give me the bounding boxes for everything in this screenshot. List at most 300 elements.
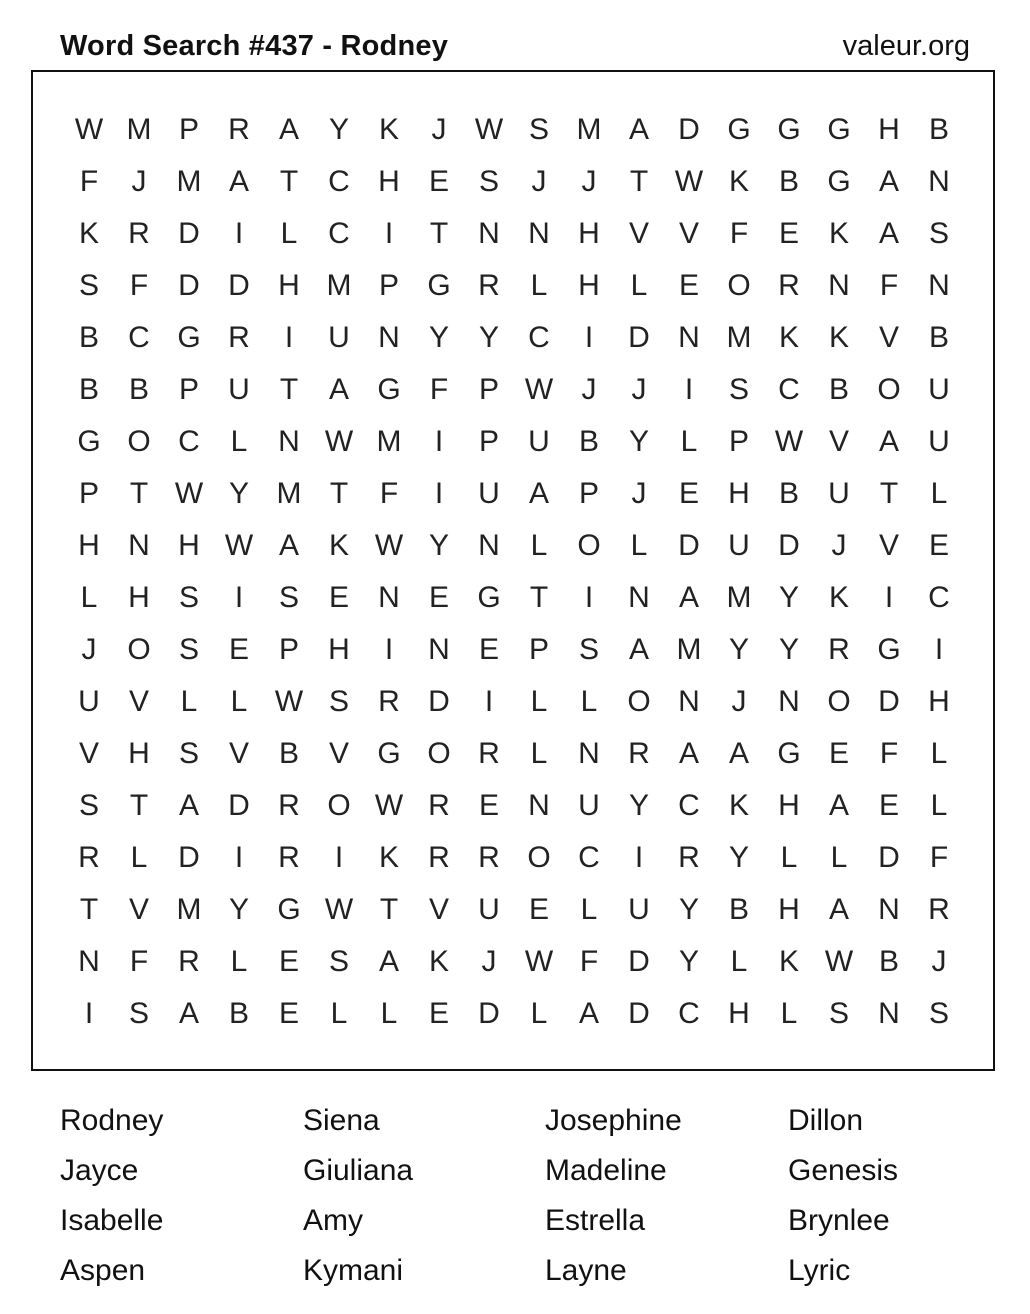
grid-letter: I (634, 841, 644, 874)
grid-letter: Y (328, 113, 349, 146)
grid-letter: G (377, 737, 401, 770)
grid-letter: A (228, 165, 249, 198)
grid-letter: C (128, 321, 150, 354)
grid-letter: N (278, 425, 300, 458)
grid-letter: U (928, 373, 950, 406)
grid-letter: S (478, 165, 499, 198)
grid-letter: J (81, 633, 97, 666)
grid-letter: H (878, 113, 900, 146)
grid-letter: R (928, 893, 950, 926)
grid-letter: H (178, 529, 200, 562)
grid-letter: D (778, 529, 800, 562)
grid-letter: D (428, 685, 450, 718)
grid-letter: N (528, 217, 550, 250)
word-list-item: Dillon (788, 1104, 864, 1137)
grid-letter: H (778, 893, 800, 926)
grid-letter: K (428, 945, 449, 978)
word-list-item: Genesis (788, 1154, 899, 1187)
grid-letter: J (581, 165, 597, 198)
grid-letter: L (530, 997, 548, 1030)
grid-letter: R (78, 841, 100, 874)
word-list-item: Jayce (60, 1154, 139, 1187)
grid-letter: R (178, 945, 200, 978)
grid-letter: A (628, 633, 649, 666)
site-name: valeur.org (842, 30, 970, 62)
grid-letter: R (628, 737, 650, 770)
grid-letter: V (828, 425, 849, 458)
grid-letter: L (530, 685, 548, 718)
grid-letter: I (684, 373, 694, 406)
grid-letter: J (581, 373, 597, 406)
grid-letter: N (928, 269, 950, 302)
grid-letter: C (328, 217, 350, 250)
word-list-item: Giuliana (303, 1154, 414, 1187)
grid-letter: L (230, 945, 248, 978)
grid-letter: A (528, 477, 549, 510)
grid-letter: B (778, 165, 799, 198)
grid-letter: C (678, 997, 700, 1030)
grid-letter: G (877, 633, 901, 666)
grid-letter: U (478, 893, 500, 926)
grid-letter: Y (778, 581, 799, 614)
grid-letter: M (376, 425, 402, 458)
grid-letter: O (727, 269, 751, 302)
grid-letter: A (878, 165, 899, 198)
grid-letter: O (327, 789, 351, 822)
grid-letter: V (878, 529, 899, 562)
grid-letter: R (478, 841, 500, 874)
grid-letter: O (127, 425, 151, 458)
grid-letter: D (178, 841, 200, 874)
word-search-board (31, 70, 995, 1071)
grid-letter: H (328, 633, 350, 666)
grid-letter: F (879, 737, 899, 770)
grid-letter: C (778, 373, 800, 406)
grid-letter: A (178, 789, 199, 822)
grid-letter: L (830, 841, 848, 874)
grid-letter: J (481, 945, 497, 978)
grid-letter: L (780, 841, 798, 874)
grid-letter: S (128, 997, 149, 1030)
grid-letter: N (878, 893, 900, 926)
word-list (60, 1096, 1000, 1306)
grid-letter: I (334, 841, 344, 874)
grid-letter: T (129, 789, 149, 822)
grid-letter: R (278, 789, 300, 822)
grid-letter: Y (628, 789, 649, 822)
grid-letter: T (529, 581, 549, 614)
grid-letter: V (678, 217, 699, 250)
grid-letter: V (128, 893, 149, 926)
grid-letter: J (631, 373, 647, 406)
grid-letter: G (177, 321, 201, 354)
grid-letter: W (324, 425, 354, 458)
grid-letter: G (827, 165, 851, 198)
word-list-item: Estrella (545, 1204, 646, 1237)
grid-letter: T (879, 477, 899, 510)
grid-letter: H (728, 477, 750, 510)
grid-letter: K (828, 321, 849, 354)
grid-letter: G (727, 113, 751, 146)
grid-letter: H (128, 581, 150, 614)
grid-letter: B (928, 113, 949, 146)
grid-letter: H (578, 217, 600, 250)
grid-letter: A (178, 997, 199, 1030)
grid-letter: U (328, 321, 350, 354)
grid-letter: B (78, 321, 99, 354)
grid-letter: N (478, 529, 500, 562)
grid-letter: K (828, 217, 849, 250)
grid-letter: D (628, 997, 650, 1030)
grid-letter: M (176, 165, 202, 198)
grid-letter: Y (628, 425, 649, 458)
grid-letter: V (228, 737, 249, 770)
grid-letter: E (328, 581, 349, 614)
grid-letter: L (230, 685, 248, 718)
grid-letter: M (126, 113, 152, 146)
grid-letter: W (324, 893, 354, 926)
grid-letter: M (176, 893, 202, 926)
grid-letter: F (129, 945, 149, 978)
grid-letter: B (778, 477, 799, 510)
grid-letter: P (78, 477, 99, 510)
grid-letter: T (79, 893, 99, 926)
grid-letter: P (728, 425, 749, 458)
grid-letter: G (377, 373, 401, 406)
grid-letter: W (774, 425, 804, 458)
word-list-item: Amy (303, 1204, 363, 1237)
grid-letter: G (277, 893, 301, 926)
grid-letter: D (678, 113, 700, 146)
grid-letter: G (427, 269, 451, 302)
word-list-item: Madeline (545, 1154, 667, 1187)
grid-letter: F (429, 373, 449, 406)
grid-letter: E (478, 789, 499, 822)
word-list-item: Aspen (60, 1254, 146, 1287)
grid-letter: Y (228, 477, 249, 510)
grid-letter: P (178, 373, 199, 406)
grid-letter: Y (428, 529, 449, 562)
grid-letter: M (276, 477, 302, 510)
grid-letter: B (228, 997, 249, 1030)
grid-letter: U (628, 893, 650, 926)
grid-letter: W (374, 789, 404, 822)
grid-letter: P (578, 477, 599, 510)
grid-letter: L (680, 425, 698, 458)
grid-letter: B (78, 373, 99, 406)
grid-letter: R (128, 217, 150, 250)
grid-letter: P (378, 269, 399, 302)
grid-letter: U (828, 477, 850, 510)
grid-letter: P (478, 373, 499, 406)
grid-letter: S (578, 633, 599, 666)
grid-letter: N (828, 269, 850, 302)
grid-letter: B (878, 945, 899, 978)
grid-letter: E (928, 529, 949, 562)
grid-letter: B (278, 737, 299, 770)
grid-letter: W (674, 165, 704, 198)
grid-letter: C (528, 321, 550, 354)
grid-letter: D (228, 269, 250, 302)
grid-letter: R (378, 685, 400, 718)
grid-letter: W (374, 529, 404, 562)
grid-letter: J (131, 165, 147, 198)
grid-letter: K (78, 217, 99, 250)
grid-letter: V (428, 893, 449, 926)
grid-letter: E (428, 165, 449, 198)
grid-letter: S (178, 581, 199, 614)
grid-letter: W (524, 945, 554, 978)
grid-letter: M (726, 581, 752, 614)
grid-letter: N (378, 581, 400, 614)
grid-letter: O (877, 373, 901, 406)
grid-letter: G (827, 113, 851, 146)
grid-letter: K (828, 581, 849, 614)
grid-letter: I (434, 425, 444, 458)
grid-letter: L (580, 893, 598, 926)
grid-letter: A (678, 737, 699, 770)
word-list-item: Rodney (60, 1104, 164, 1137)
grid-letter: L (730, 945, 748, 978)
grid-letter: A (728, 737, 749, 770)
grid-letter: B (828, 373, 849, 406)
grid-letter: I (384, 633, 394, 666)
word-list-item: Isabelle (60, 1204, 164, 1237)
grid-letter: V (78, 737, 99, 770)
word-list-item: Brynlee (788, 1204, 890, 1237)
grid-letter: W (224, 529, 254, 562)
grid-letter: T (329, 477, 349, 510)
grid-letter: N (878, 997, 900, 1030)
grid-letter: A (878, 217, 899, 250)
grid-letter: I (884, 581, 894, 614)
grid-letter: T (629, 165, 649, 198)
grid-letter: L (930, 737, 948, 770)
grid-letter: M (726, 321, 752, 354)
grid-letter: S (528, 113, 549, 146)
grid-letter: Y (428, 321, 449, 354)
grid-letter: W (74, 113, 104, 146)
grid-letter: I (934, 633, 944, 666)
grid-letter: N (428, 633, 450, 666)
puzzle-header (60, 28, 970, 68)
grid-letter: H (578, 269, 600, 302)
grid-letter: O (577, 529, 601, 562)
grid-letter: I (284, 321, 294, 354)
grid-letter: P (278, 633, 299, 666)
grid-letter: O (827, 685, 851, 718)
grid-letter: F (729, 217, 749, 250)
grid-letter: A (678, 581, 699, 614)
grid-letter: T (129, 477, 149, 510)
grid-letter: J (831, 529, 847, 562)
grid-letter: T (279, 373, 299, 406)
grid-letter: N (478, 217, 500, 250)
grid-letter: S (178, 633, 199, 666)
grid-letter: E (278, 997, 299, 1030)
grid-letter: L (180, 685, 198, 718)
grid-letter: L (80, 581, 98, 614)
grid-letter: Y (678, 945, 699, 978)
grid-letter: V (328, 737, 349, 770)
grid-letter: L (930, 477, 948, 510)
grid-letter: P (528, 633, 549, 666)
grid-letter: A (578, 997, 599, 1030)
grid-letter: T (379, 893, 399, 926)
grid-letter: U (228, 373, 250, 406)
grid-letter: A (628, 113, 649, 146)
grid-letter: N (678, 685, 700, 718)
grid-letter: F (929, 841, 949, 874)
grid-letter: Y (478, 321, 499, 354)
grid-letter: D (178, 269, 200, 302)
grid-letter: U (528, 425, 550, 458)
grid-letter: H (778, 789, 800, 822)
word-list-item: Layne (545, 1254, 627, 1287)
grid-letter: E (878, 789, 899, 822)
grid-letter: L (630, 269, 648, 302)
grid-letter: K (328, 529, 349, 562)
grid-letter: E (828, 737, 849, 770)
grid-letter: G (777, 737, 801, 770)
grid-letter: S (828, 997, 849, 1030)
word-list-item: Lyric (788, 1254, 851, 1287)
grid-letter: B (128, 373, 149, 406)
grid-letter: I (584, 321, 594, 354)
grid-letter: L (530, 737, 548, 770)
grid-letter: S (328, 685, 349, 718)
grid-letter: K (778, 321, 799, 354)
grid-letter: S (78, 269, 99, 302)
grid-letter: E (778, 217, 799, 250)
grid-letter: T (429, 217, 449, 250)
grid-letter: I (434, 477, 444, 510)
grid-letter: J (431, 113, 447, 146)
grid-letter: S (728, 373, 749, 406)
grid-letter: D (628, 945, 650, 978)
grid-letter: I (84, 997, 94, 1030)
grid-letter: V (628, 217, 649, 250)
grid-letter: K (778, 945, 799, 978)
grid-letter: R (278, 841, 300, 874)
grid-letter: M (576, 113, 602, 146)
grid-letter: I (384, 217, 394, 250)
grid-letter: L (230, 425, 248, 458)
grid-letter: U (728, 529, 750, 562)
grid-letter: C (328, 165, 350, 198)
grid-letter: S (928, 217, 949, 250)
grid-letter: N (578, 737, 600, 770)
grid-letter: N (128, 529, 150, 562)
grid-letter: K (728, 789, 749, 822)
grid-letter: H (378, 165, 400, 198)
grid-letter: C (928, 581, 950, 614)
grid-letter: L (530, 529, 548, 562)
grid-letter: R (478, 737, 500, 770)
grid-letter: V (128, 685, 149, 718)
grid-letter: S (328, 945, 349, 978)
grid-letter: A (278, 113, 299, 146)
grid-letter: H (928, 685, 950, 718)
grid-letter: D (178, 217, 200, 250)
grid-letter: J (631, 477, 647, 510)
grid-letter: B (928, 321, 949, 354)
grid-letter: G (77, 425, 101, 458)
grid-letter: S (78, 789, 99, 822)
grid-letter: D (228, 789, 250, 822)
grid-letter: W (274, 685, 304, 718)
grid-letter: S (178, 737, 199, 770)
grid-letter: F (879, 269, 899, 302)
grid-letter: E (228, 633, 249, 666)
grid-letter: A (828, 893, 849, 926)
grid-letter: Y (228, 893, 249, 926)
grid-letter: D (678, 529, 700, 562)
grid-letter: R (228, 321, 250, 354)
grid-letter: D (878, 841, 900, 874)
grid-letter: R (428, 841, 450, 874)
grid-letter: Y (778, 633, 799, 666)
grid-letter: H (278, 269, 300, 302)
page-title: Word Search #437 - Rodney (60, 30, 449, 62)
grid-letter: N (778, 685, 800, 718)
grid-letter: N (928, 165, 950, 198)
grid-letter: Y (728, 841, 749, 874)
grid-letter: K (378, 113, 399, 146)
word-list-item: Kymani (303, 1254, 404, 1287)
grid-letter: E (478, 633, 499, 666)
grid-letter: E (678, 477, 699, 510)
grid-letter: L (930, 789, 948, 822)
grid-letter: W (824, 945, 854, 978)
grid-letter: E (428, 997, 449, 1030)
grid-letter: L (280, 217, 298, 250)
grid-letter: R (678, 841, 700, 874)
grid-letter: P (178, 113, 199, 146)
grid-letter: G (477, 581, 501, 614)
grid-letter: W (174, 477, 204, 510)
grid-letter: U (928, 425, 950, 458)
grid-letter: R (828, 633, 850, 666)
grid-letter: M (326, 269, 352, 302)
grid-letter: G (777, 113, 801, 146)
grid-letter: V (878, 321, 899, 354)
grid-letter: B (728, 893, 749, 926)
grid-letter: H (128, 737, 150, 770)
grid-letter: L (380, 997, 398, 1030)
grid-letter: L (330, 997, 348, 1030)
grid-letter: R (428, 789, 450, 822)
grid-letter: Y (678, 893, 699, 926)
grid-letter: J (731, 685, 747, 718)
grid-letter: N (528, 789, 550, 822)
grid-letter: E (678, 269, 699, 302)
grid-letter: F (579, 945, 599, 978)
word-list-item: Josephine (545, 1104, 682, 1137)
grid-letter: C (678, 789, 700, 822)
grid-letter: P (478, 425, 499, 458)
grid-letter: L (580, 685, 598, 718)
grid-letter: J (931, 945, 947, 978)
grid-letter: N (678, 321, 700, 354)
grid-letter: A (278, 529, 299, 562)
grid-letter: J (531, 165, 547, 198)
grid-letter: F (79, 165, 99, 198)
grid-letter: U (78, 685, 100, 718)
grid-letter: I (484, 685, 494, 718)
grid-letter: F (129, 269, 149, 302)
grid-letter: R (478, 269, 500, 302)
